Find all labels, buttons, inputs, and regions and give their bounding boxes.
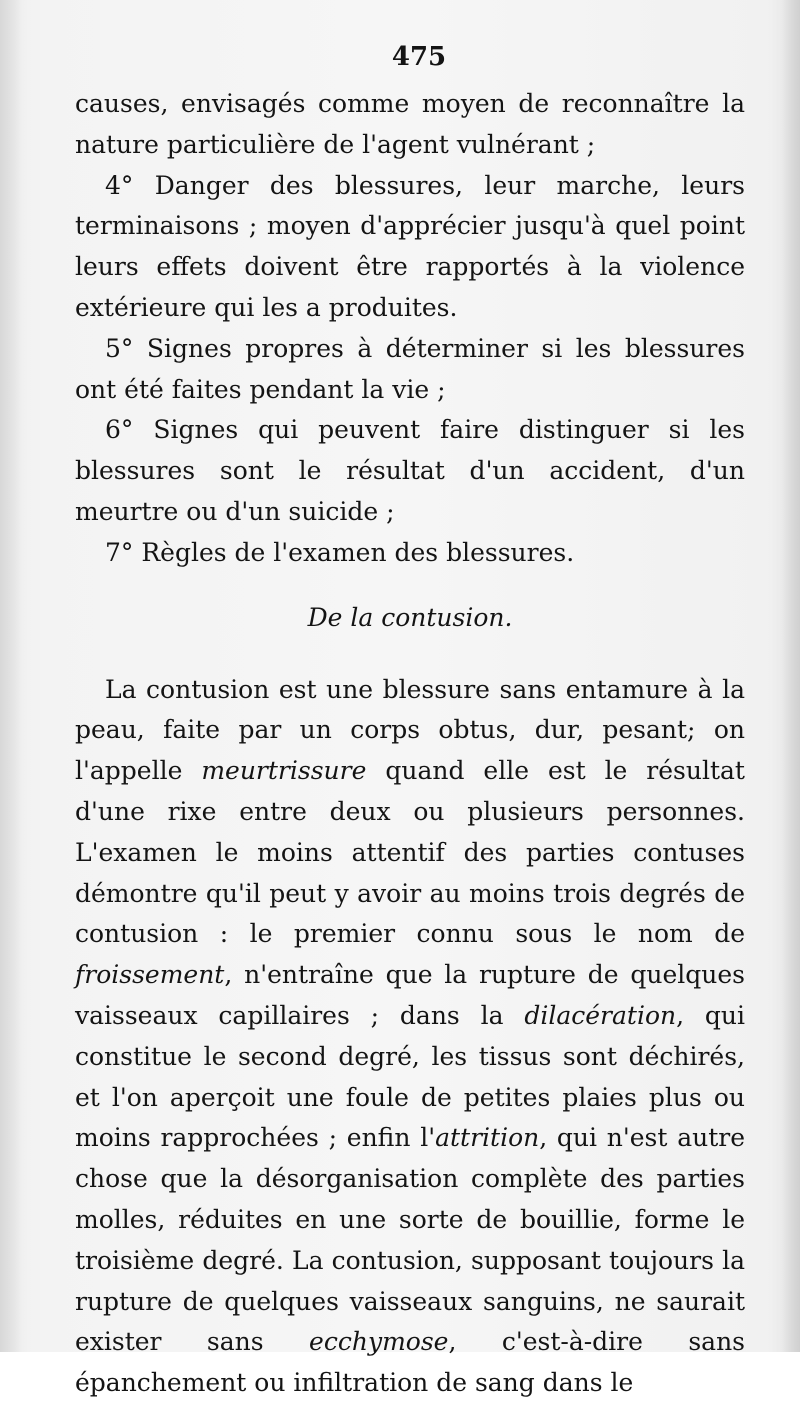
list-number: 4° (105, 170, 134, 200)
page-shadow-left (0, 0, 22, 1352)
body-text-3: , n'entraîne que la rupture de quelques vaisseaux capillaires ; dans la (75, 960, 745, 1030)
section-heading: De la contusion. (307, 602, 513, 632)
list-number: 5° (105, 333, 134, 363)
body-text-4: , qui constitue le second degré, les tissus sont déchirés, et l'on aperçoit une foule de petites plaies plus ou moins rapprochées ; enfin l' (75, 1000, 746, 1153)
body-text-6: , c'est-à-dire sans épanchement ou infiltration de sang dans le (75, 1327, 746, 1398)
list-item-continuation: causes, envisagés comme moyen de reconnaître la nature particulière de l'agent vulnérant ; (75, 89, 745, 159)
page-number: 475 (391, 42, 447, 72)
list-item-4 (75, 166, 745, 329)
list-text: Danger des blessures, leur marche, leurs terminaisons ; moyen d'apprécier jusqu'à quel point leurs effets doivent être rapportés à la violence extérieure qui les a produites. (75, 170, 745, 322)
list-number: 7° (105, 537, 134, 567)
list-text: Signes qui peuvent faire distinguer si les blessures sont le résultat d'un accident, d'un meurtre ou d'un suicide ; (75, 415, 745, 526)
term-dilaceration: dilacération (524, 1000, 677, 1030)
term-ecchymose: ecchymose (309, 1327, 449, 1357)
page-text (75, 30, 745, 1404)
body-paragraph (75, 670, 745, 1404)
body-text-1: La contusion est une blessure sans entamure à la peau, faite par un corps obtus, dur, pesant; on l'appelle (75, 674, 745, 786)
term-froissement: froissement (75, 960, 225, 990)
body-text-5: , qui n'est autre chose que la désorganisation complète des parties molles, réduites en une sorte de bouillie, forme le troisième degré. La contusion, supposant toujours la rupture de quelques vaisseaux sanguins, ne saurait exister sans (75, 1123, 745, 1357)
list-item-7 (75, 533, 745, 574)
list-number: 6° (105, 415, 134, 445)
body-text-2: quand elle est le résultat d'une rixe entre deux ou plusieurs personnes. L'examen le moins attentif des parties contuses démontre qu'il peut y avoir au moins trois degrés de contusion : le premier connu sous le nom de (75, 756, 745, 949)
list-text: Signes propres à déterminer si les blessures ont été faites pendant la vie ; (75, 333, 746, 404)
list-item-5 (75, 329, 745, 411)
term-meurtrissure: meurtrissure (201, 756, 367, 786)
term-attrition: attrition (435, 1123, 540, 1153)
page-shadow-right (782, 0, 800, 1352)
list-text: Règles de l'examen des blessures. (141, 537, 575, 567)
list-item-6 (75, 410, 745, 532)
